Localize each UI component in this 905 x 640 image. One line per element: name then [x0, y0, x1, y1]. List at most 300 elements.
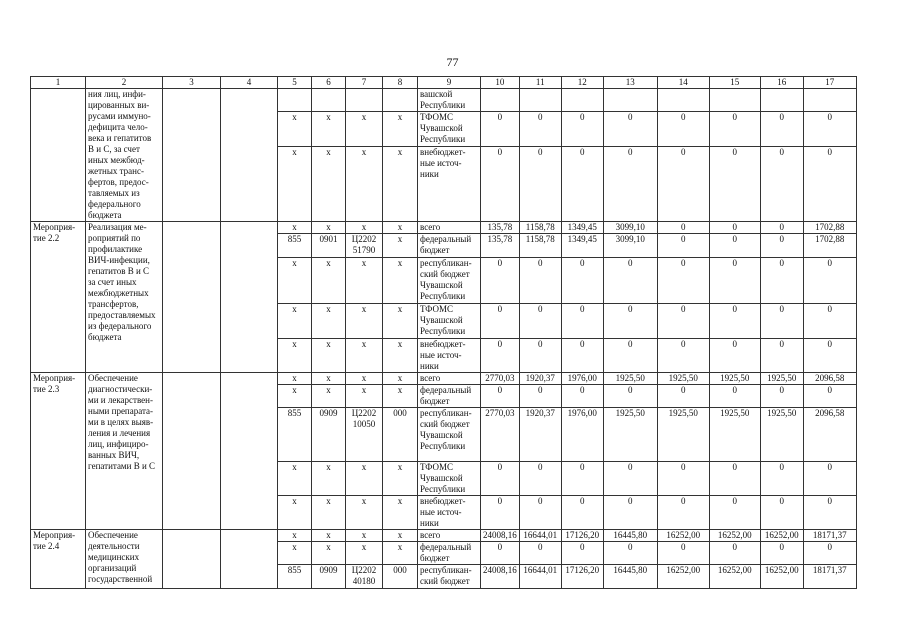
text-line: тие 2.2 — [33, 233, 60, 243]
text-line: Республики — [420, 326, 466, 336]
value-cell: 1158,78 — [519, 222, 561, 234]
section-code: 0909 — [312, 408, 346, 462]
text-line: дефицита чело- — [88, 122, 148, 132]
value-cell: 0 — [519, 385, 561, 408]
value-cell: 16445,80 — [603, 565, 657, 589]
value-cell: 0 — [760, 112, 803, 147]
header-cell-13: 13 — [603, 77, 657, 89]
value-cell: 0 — [657, 462, 709, 496]
section-code: х — [312, 222, 346, 234]
table-row — [31, 530, 857, 542]
text-line: федеральный — [420, 542, 472, 552]
value-cell: 0 — [803, 496, 856, 530]
value-cell: 0 — [561, 462, 603, 496]
value-cell: 0 — [709, 234, 760, 258]
header-cell-10: 10 — [481, 77, 520, 89]
text-line: ский бюджет — [420, 419, 470, 429]
header-cell-1: 1 — [31, 77, 86, 89]
text-line: лиц, инфициро- — [88, 439, 149, 449]
executor-cell — [163, 530, 221, 589]
value-cell: 0 — [603, 258, 657, 304]
grbs-code: 855 — [278, 234, 312, 258]
text-line: всего — [420, 222, 441, 232]
header-cell-6: 6 — [312, 77, 346, 89]
target-article-code — [346, 89, 383, 112]
text-line: фертов, предос- — [88, 177, 149, 187]
value-cell: 0 — [657, 542, 709, 565]
text-line: 10050 — [352, 419, 376, 429]
funding-source — [418, 147, 481, 222]
value-cell: 3099,10 — [603, 234, 657, 258]
text-line: профилактике — [88, 244, 143, 254]
text-line: Обеспечение — [88, 530, 138, 540]
text-line: трансфертов, — [88, 299, 139, 309]
value-cell: 2770,03 — [481, 408, 520, 462]
expense-type-code: х — [383, 112, 418, 147]
value-cell: 0 — [603, 112, 657, 147]
target-article-code: х — [346, 542, 383, 565]
text-line: В и С, за счет — [88, 144, 140, 154]
target-article-code — [346, 565, 383, 589]
text-line: Чувашской — [420, 123, 463, 133]
text-line: вашской — [420, 89, 453, 99]
expense-type-code: х — [383, 258, 418, 304]
activity-description — [86, 530, 163, 589]
text-line: роприятий по — [88, 233, 141, 243]
target-article-code: х — [346, 462, 383, 496]
value-cell — [760, 89, 803, 112]
value-cell: 0 — [603, 304, 657, 339]
text-line: 51790 — [352, 245, 376, 255]
text-line: ский бюджет — [420, 269, 470, 279]
text-line: Мероприя- — [33, 530, 76, 540]
text-line: ми в целях выяв- — [88, 417, 154, 427]
value-cell: 0 — [760, 462, 803, 496]
value-cell: 24008,16 — [481, 530, 520, 542]
header-cell-7: 7 — [346, 77, 383, 89]
funding-source — [418, 542, 481, 565]
header-cell-4: 4 — [221, 77, 278, 89]
text-line: Мероприя- — [33, 373, 76, 383]
section-code: х — [312, 373, 346, 385]
activity-description — [86, 222, 163, 373]
header-row — [31, 77, 857, 89]
grbs-code: 855 — [278, 408, 312, 462]
value-cell: 1349,45 — [561, 222, 603, 234]
value-cell: 0 — [760, 147, 803, 222]
text-line: из федерального — [88, 321, 152, 331]
grbs-code: 855 — [278, 565, 312, 589]
target-article-code — [346, 408, 383, 462]
header-cell-17: 17 — [803, 77, 856, 89]
value-cell — [561, 89, 603, 112]
text-line: гепатитов В и С — [88, 266, 150, 276]
text-line: гепатитами В и С — [88, 461, 156, 471]
target-article-code — [346, 234, 383, 258]
text-line: ВИЧ-инфекции, — [88, 255, 150, 265]
text-line: тавляемых из — [88, 188, 140, 198]
value-cell: 0 — [803, 112, 856, 147]
value-cell: 0 — [561, 147, 603, 222]
value-cell: 16252,00 — [760, 530, 803, 542]
text-line: межбюджетных — [88, 288, 149, 298]
expense-type-code: 000 — [383, 408, 418, 462]
value-cell: 0 — [709, 385, 760, 408]
text-line: Ц2202 — [351, 408, 377, 418]
value-cell: 0 — [657, 304, 709, 339]
value-cell: 0 — [481, 339, 520, 373]
value-cell: 17126,20 — [561, 530, 603, 542]
funding-source — [418, 496, 481, 530]
value-cell: 0 — [709, 304, 760, 339]
value-cell: 16644,01 — [519, 565, 561, 589]
text-line: ванных ВИЧ, — [88, 450, 140, 460]
executor-cell — [163, 373, 221, 530]
funding-source — [418, 565, 481, 589]
target-article-code: х — [346, 339, 383, 373]
value-cell: 16252,00 — [760, 565, 803, 589]
text-line: цированных ви- — [88, 100, 150, 110]
section-code: х — [312, 258, 346, 304]
funding-source — [418, 530, 481, 542]
text-line: внебюджет- — [420, 147, 466, 157]
value-cell: 3099,10 — [603, 222, 657, 234]
text-line: века и гепатитов — [88, 133, 152, 143]
value-cell: 0 — [657, 385, 709, 408]
value-cell: 0 — [657, 258, 709, 304]
value-cell: 16252,00 — [709, 565, 760, 589]
value-cell: 0 — [603, 385, 657, 408]
text-line: бюджет — [420, 245, 450, 255]
text-line: Чувашской — [420, 473, 463, 483]
value-cell: 0 — [561, 542, 603, 565]
value-cell: 0 — [561, 385, 603, 408]
value-cell: 2770,03 — [481, 373, 520, 385]
value-cell: 1976,00 — [561, 373, 603, 385]
text-line: федеральный — [420, 385, 472, 395]
value-cell — [657, 89, 709, 112]
value-cell: 0 — [481, 496, 520, 530]
header-cell-12: 12 — [561, 77, 603, 89]
text-line: ники — [420, 169, 439, 179]
value-cell: 0 — [561, 304, 603, 339]
value-cell: 1925,50 — [603, 408, 657, 462]
funding-source — [418, 462, 481, 496]
funding-source — [418, 385, 481, 408]
value-cell: 0 — [803, 147, 856, 222]
activity-label — [31, 222, 86, 373]
value-cell: 0 — [481, 304, 520, 339]
table-row — [31, 89, 857, 112]
text-line: ные источ- — [420, 158, 462, 168]
section-code: х — [312, 112, 346, 147]
value-cell: 0 — [561, 496, 603, 530]
text-line: ные источ- — [420, 350, 462, 360]
grbs-code: х — [278, 258, 312, 304]
value-cell: 0 — [603, 496, 657, 530]
target-article-code: х — [346, 373, 383, 385]
budget-table — [30, 76, 857, 589]
value-cell: 1702,88 — [803, 234, 856, 258]
grbs-code: х — [278, 147, 312, 222]
expense-type-code: х — [383, 373, 418, 385]
target-article-code: х — [346, 147, 383, 222]
expense-type-code: х — [383, 496, 418, 530]
text-line: Ц2202 — [351, 234, 377, 244]
value-cell: 0 — [657, 222, 709, 234]
value-cell: 0 — [760, 234, 803, 258]
executor-cell — [163, 89, 221, 222]
activity-label — [31, 373, 86, 530]
value-cell — [603, 89, 657, 112]
text-line: Республики — [420, 484, 466, 494]
value-cell: 0 — [519, 258, 561, 304]
value-cell: 0 — [519, 304, 561, 339]
section-code: х — [312, 147, 346, 222]
target-article-code: х — [346, 496, 383, 530]
grbs-code: х — [278, 222, 312, 234]
value-cell: 18171,37 — [803, 530, 856, 542]
target-article-code: х — [346, 258, 383, 304]
section-code: х — [312, 496, 346, 530]
value-cell: 16252,00 — [657, 565, 709, 589]
text-line: бюджет — [420, 396, 450, 406]
funding-source — [418, 373, 481, 385]
header-cell-14: 14 — [657, 77, 709, 89]
header-cell-2: 2 — [86, 77, 163, 89]
text-line: республикан- — [420, 565, 472, 575]
value-cell: 2096,58 — [803, 408, 856, 462]
text-line: ные источ- — [420, 507, 462, 517]
header-cell-9: 9 — [418, 77, 481, 89]
value-cell: 1349,45 — [561, 234, 603, 258]
text-line: русами иммуно- — [88, 111, 151, 121]
value-cell: 0 — [481, 542, 520, 565]
value-cell: 16644,01 — [519, 530, 561, 542]
text-line: Республики — [420, 134, 466, 144]
value-cell: 0 — [803, 385, 856, 408]
text-line: всего — [420, 373, 441, 383]
text-line: федерального — [88, 199, 141, 209]
funding-source — [418, 304, 481, 339]
expense-type-code: х — [383, 530, 418, 542]
value-cell: 0 — [709, 542, 760, 565]
text-line: Республики — [420, 291, 466, 301]
value-cell: 1925,50 — [760, 408, 803, 462]
value-cell — [709, 89, 760, 112]
section-code: х — [312, 385, 346, 408]
value-cell: 1925,50 — [709, 408, 760, 462]
text-line: Обеспечение — [88, 373, 138, 383]
text-line: медицинских — [88, 552, 140, 562]
section-code: х — [312, 462, 346, 496]
activity-label — [31, 89, 86, 222]
target-article-code: х — [346, 222, 383, 234]
value-cell: 16252,00 — [657, 530, 709, 542]
value-cell: 0 — [760, 339, 803, 373]
value-cell: 0 — [481, 462, 520, 496]
value-cell: 0 — [561, 339, 603, 373]
value-cell: 0 — [657, 112, 709, 147]
text-line: государственной — [88, 574, 153, 584]
value-cell: 0 — [760, 542, 803, 565]
grbs-code: х — [278, 373, 312, 385]
expense-type-code: х — [383, 462, 418, 496]
funding-source — [418, 89, 481, 112]
text-line: тие 2.3 — [33, 384, 60, 394]
grbs-code: х — [278, 339, 312, 373]
text-line: Мероприя- — [33, 222, 76, 232]
value-cell: 0 — [481, 147, 520, 222]
value-cell: 0 — [760, 496, 803, 530]
text-line: ния лиц, инфи- — [88, 89, 146, 99]
expense-type-code: х — [383, 147, 418, 222]
value-cell: 0 — [657, 339, 709, 373]
text-line: Чувашской — [420, 280, 463, 290]
page-number: 77 — [446, 55, 459, 69]
value-cell: 135,78 — [481, 222, 520, 234]
section-code: х — [312, 304, 346, 339]
activity-label — [31, 530, 86, 589]
target-article-code: х — [346, 304, 383, 339]
value-cell: 0 — [709, 496, 760, 530]
text-line: внебюджет- — [420, 339, 466, 349]
participants-cell — [221, 89, 278, 222]
value-cell: 1925,50 — [760, 373, 803, 385]
text-line: за счет иных — [88, 277, 137, 287]
text-line: республикан- — [420, 408, 472, 418]
value-cell: 1925,50 — [603, 373, 657, 385]
target-article-code: х — [346, 530, 383, 542]
funding-source — [418, 408, 481, 462]
section-code: х — [312, 542, 346, 565]
value-cell: 24008,16 — [481, 565, 520, 589]
value-cell: 1925,50 — [657, 408, 709, 462]
value-cell: 2096,58 — [803, 373, 856, 385]
text-line: 40180 — [352, 576, 376, 586]
value-cell: 0 — [709, 339, 760, 373]
text-line: Чувашской — [420, 430, 463, 440]
value-cell: 0 — [519, 496, 561, 530]
grbs-code: х — [278, 385, 312, 408]
expense-type-code: х — [383, 339, 418, 373]
grbs-code: х — [278, 542, 312, 565]
expense-type-code: х — [383, 222, 418, 234]
text-line: ники — [420, 518, 439, 528]
text-line: ники — [420, 361, 439, 371]
expense-type-code: х — [383, 304, 418, 339]
text-line: жетных транс- — [88, 166, 144, 176]
value-cell — [481, 89, 520, 112]
value-cell: 16445,80 — [603, 530, 657, 542]
value-cell: 0 — [481, 112, 520, 147]
text-line: предоставляемых — [88, 310, 156, 320]
value-cell: 0 — [657, 234, 709, 258]
participants-cell — [221, 222, 278, 373]
expense-type-code: 000 — [383, 565, 418, 589]
funding-source — [418, 339, 481, 373]
text-line: ТФОМС — [420, 112, 454, 122]
expense-type-code — [383, 89, 418, 112]
text-line: ТФОМС — [420, 462, 454, 472]
grbs-code: х — [278, 462, 312, 496]
value-cell: 17126,20 — [561, 565, 603, 589]
value-cell: 0 — [803, 339, 856, 373]
text-line: диагностически- — [88, 384, 153, 394]
header-cell-15: 15 — [709, 77, 760, 89]
text-line: ми и лекарствен- — [88, 395, 153, 405]
value-cell: 0 — [709, 462, 760, 496]
value-cell: 0 — [519, 112, 561, 147]
value-cell: 0 — [603, 462, 657, 496]
header-cell-8: 8 — [383, 77, 418, 89]
value-cell: 1976,00 — [561, 408, 603, 462]
value-cell: 0 — [481, 385, 520, 408]
value-cell: 0 — [603, 339, 657, 373]
value-cell: 0 — [657, 147, 709, 222]
text-line: тие 2.4 — [33, 541, 60, 551]
text-line: республикан- — [420, 258, 472, 268]
target-article-code: х — [346, 112, 383, 147]
grbs-code: х — [278, 530, 312, 542]
value-cell: 1702,88 — [803, 222, 856, 234]
value-cell — [803, 89, 856, 112]
participants-cell — [221, 373, 278, 530]
value-cell: 1925,50 — [709, 373, 760, 385]
value-cell: 0 — [519, 147, 561, 222]
value-cell: 0 — [519, 542, 561, 565]
value-cell: 18171,37 — [803, 565, 856, 589]
value-cell: 0 — [760, 258, 803, 304]
section-code: х — [312, 530, 346, 542]
text-line: ными препарата- — [88, 406, 154, 416]
value-cell: 0 — [803, 542, 856, 565]
value-cell: 1925,50 — [657, 373, 709, 385]
value-cell: 0 — [760, 222, 803, 234]
header-cell-16: 16 — [760, 77, 803, 89]
section-code: х — [312, 339, 346, 373]
section-code — [312, 89, 346, 112]
funding-source — [418, 258, 481, 304]
value-cell: 0 — [709, 222, 760, 234]
text-line: ТФОМС — [420, 304, 454, 314]
expense-type-code: х — [383, 385, 418, 408]
section-code: 0909 — [312, 565, 346, 589]
text-line: Реализация ме- — [88, 222, 147, 232]
value-cell: 0 — [709, 112, 760, 147]
text-line: бюджета — [88, 210, 122, 220]
header-cell-5: 5 — [278, 77, 312, 89]
activity-description — [86, 373, 163, 530]
value-cell: 0 — [481, 258, 520, 304]
table-row — [31, 222, 857, 234]
value-cell: 0 — [519, 462, 561, 496]
funding-source — [418, 222, 481, 234]
grbs-code: х — [278, 496, 312, 530]
target-article-code: х — [346, 385, 383, 408]
funding-source — [418, 112, 481, 147]
grbs-code: х — [278, 304, 312, 339]
text-line: Республики — [420, 100, 466, 110]
value-cell: 1920,37 — [519, 408, 561, 462]
section-code: 0901 — [312, 234, 346, 258]
text-line: Ц2202 — [351, 565, 377, 575]
value-cell: 0 — [603, 542, 657, 565]
value-cell: 0 — [803, 304, 856, 339]
value-cell: 135,78 — [481, 234, 520, 258]
value-cell: 0 — [561, 112, 603, 147]
value-cell: 0 — [709, 258, 760, 304]
